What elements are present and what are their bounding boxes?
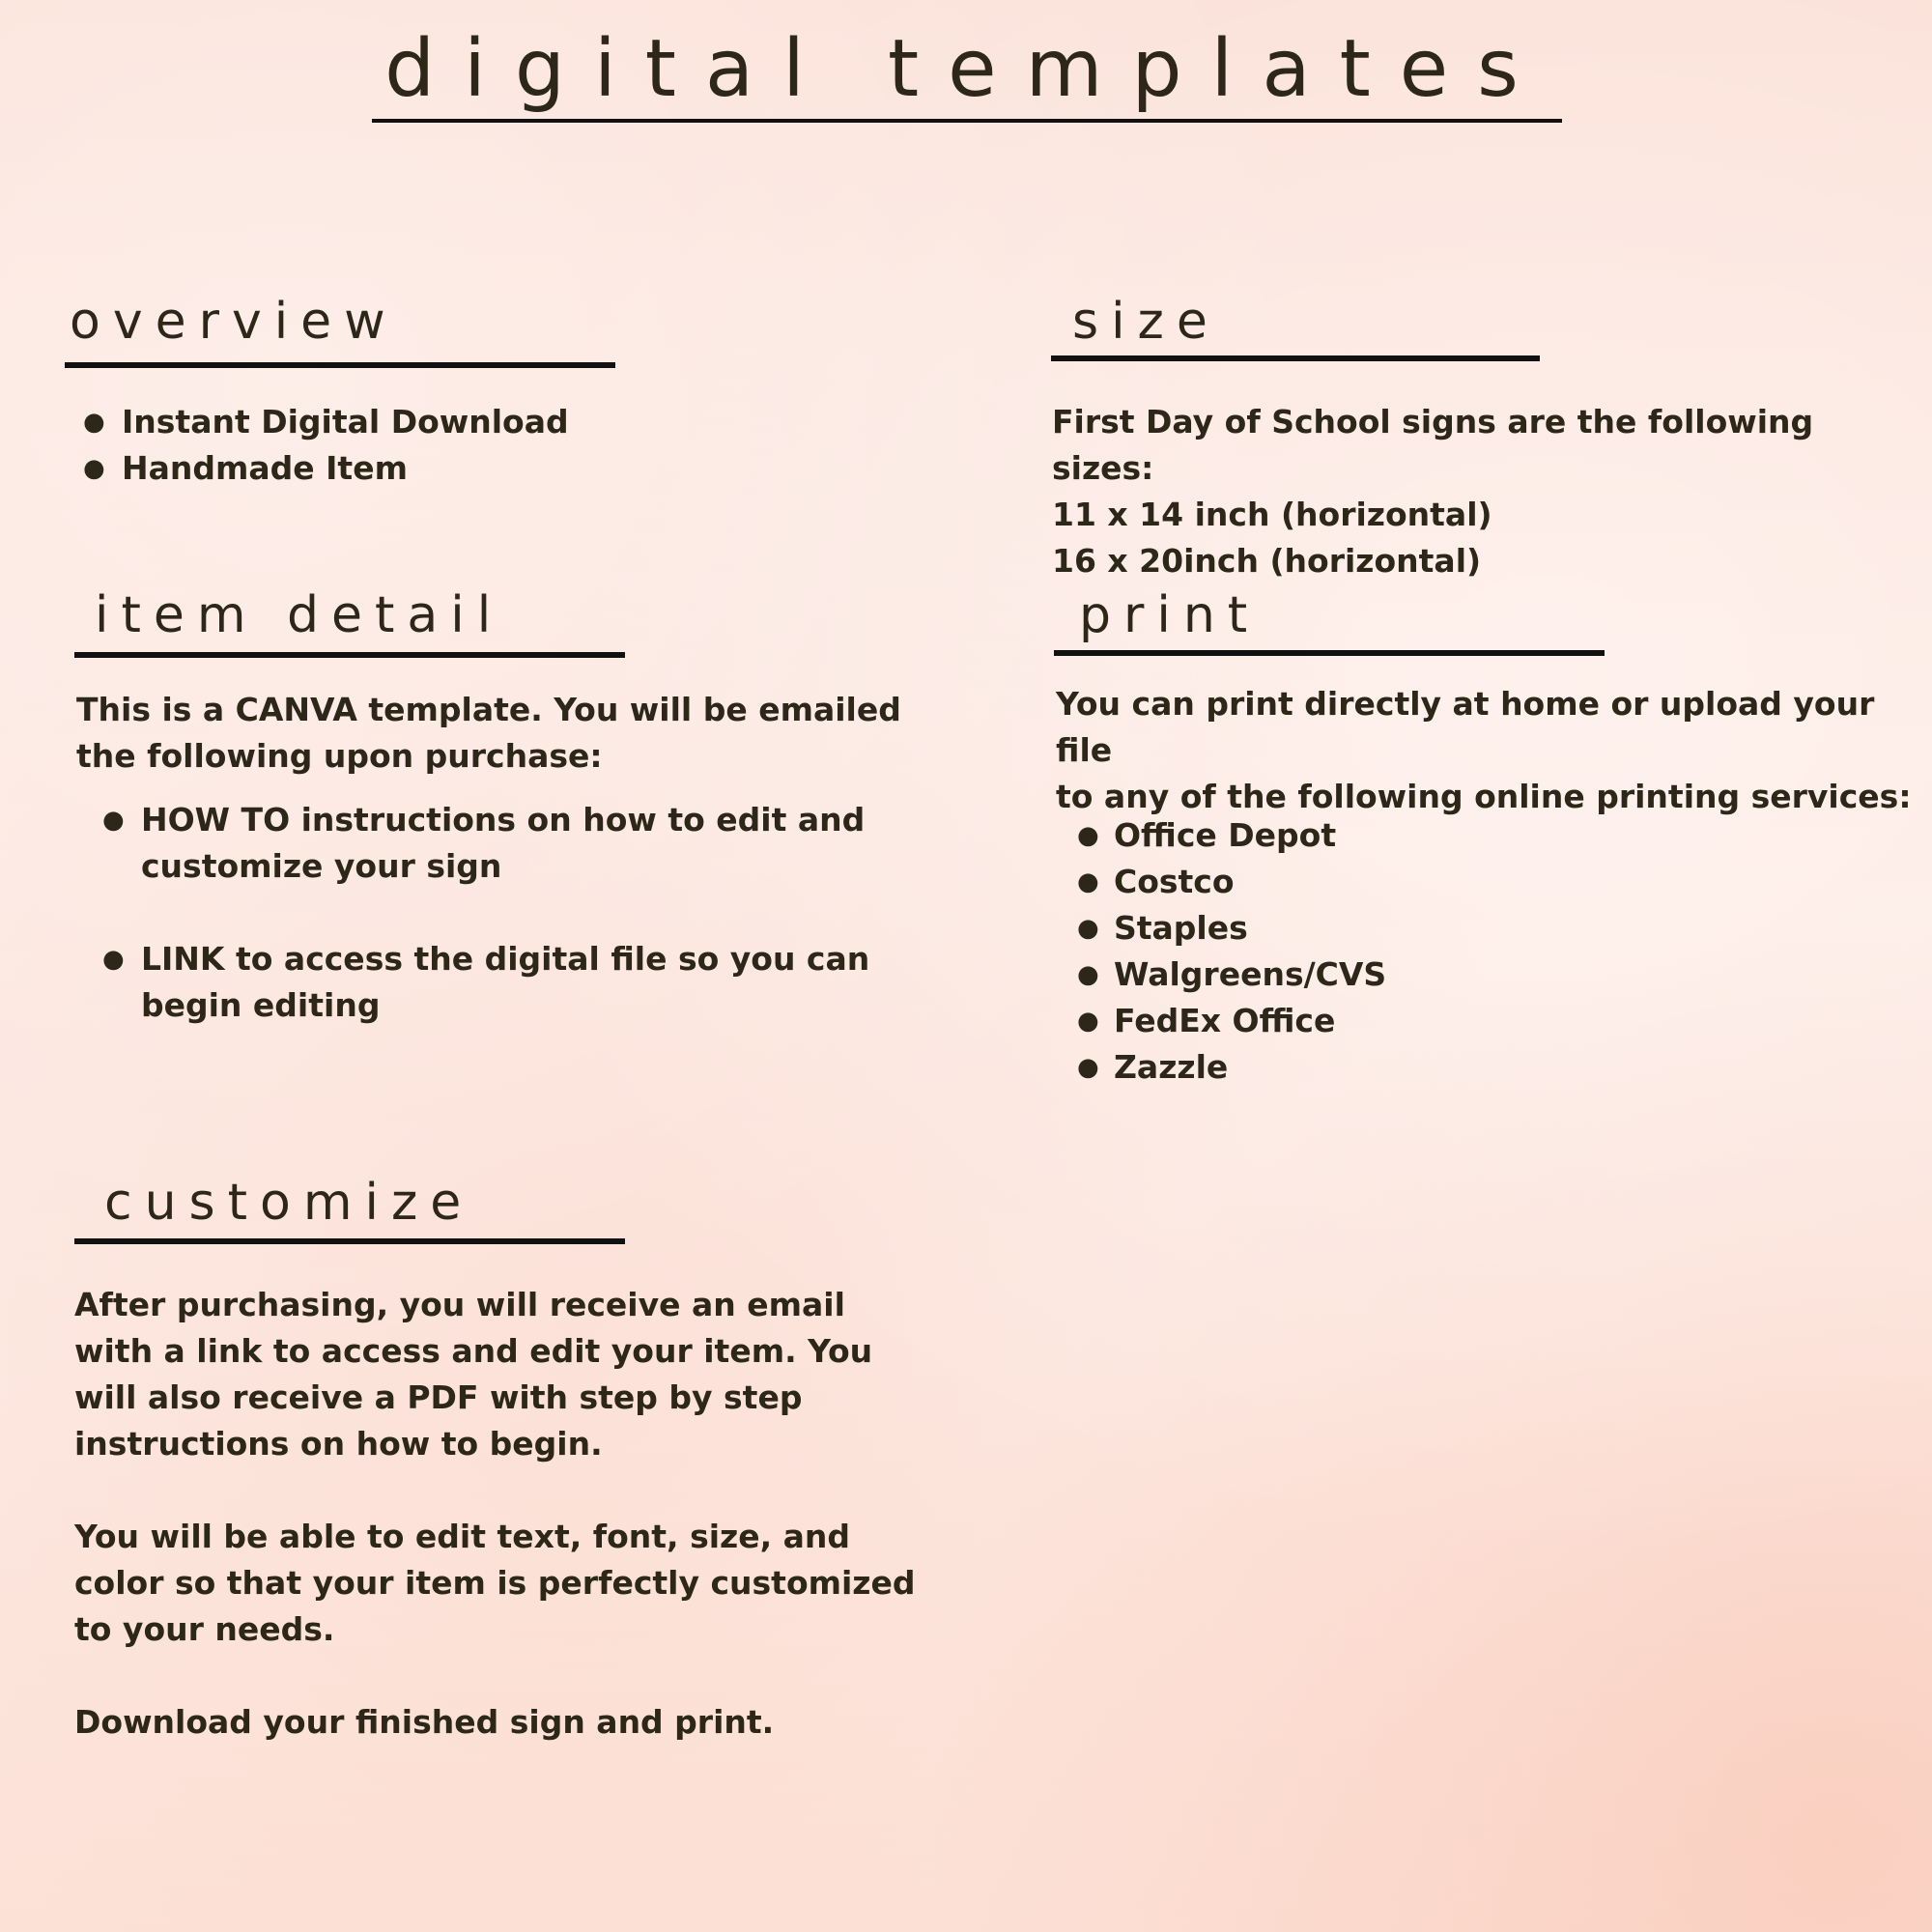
- print-heading: print: [1079, 586, 1261, 644]
- list-item: [102, 936, 895, 1029]
- page-title: digital templates: [384, 23, 1548, 115]
- item-detail-underline: [74, 652, 625, 658]
- print-intro-line: You can print directly at home or upload your file: [1056, 685, 1875, 769]
- item-detail-heading: item detail: [95, 586, 504, 644]
- list-item: [83, 399, 759, 445]
- bullet-icon: ●: [1077, 821, 1099, 850]
- bullet-icon: ●: [83, 454, 105, 483]
- service-name: Costco: [1114, 863, 1235, 900]
- list-item: [1077, 998, 1753, 1044]
- print-intro-line: to any of the following online printing services:: [1056, 778, 1912, 815]
- item-detail-intro: [76, 687, 907, 780]
- customize-underline: [74, 1238, 625, 1244]
- size-line: First Day of School signs are the following sizes:: [1052, 403, 1814, 487]
- title-underline: [372, 119, 1562, 123]
- bullet-icon: ●: [102, 945, 125, 974]
- service-name: Walgreens/CVS: [1114, 955, 1387, 993]
- list-item: [1077, 1044, 1753, 1091]
- customize-line: color so that your item is perfectly customized: [74, 1564, 916, 1602]
- customize-heading: customize: [104, 1174, 474, 1232]
- customize-line: to your needs.: [74, 1610, 335, 1648]
- customize-line: Download your finished sign and print.: [74, 1703, 775, 1741]
- bullet-icon: ●: [1077, 1053, 1099, 1082]
- list-item: [1077, 952, 1753, 998]
- service-name: FedEx Office: [1114, 1002, 1336, 1039]
- size-text: [1052, 399, 1921, 584]
- list-item-text: LINK to access the digital file so you can: [141, 940, 870, 978]
- bullet-icon: ●: [1077, 1007, 1099, 1036]
- list-item-text: Instant Digital Download: [122, 403, 569, 440]
- list-item-text: customize your sign: [141, 847, 502, 885]
- bullet-icon: ●: [1077, 867, 1099, 896]
- bullet-icon: ●: [1077, 914, 1099, 943]
- size-underline: [1051, 355, 1540, 361]
- print-underline: [1054, 650, 1605, 656]
- print-intro: [1056, 681, 1925, 820]
- customize-line: will also receive a PDF with step by step: [74, 1378, 803, 1416]
- customize-line: You will be able to edit text, font, size, and: [74, 1518, 851, 1555]
- item-detail-intro-line: the following upon purchase:: [76, 737, 603, 775]
- paragraph-spacer: [74, 1653, 944, 1699]
- paragraph-spacer: [74, 1467, 944, 1514]
- service-name: Office Depot: [1114, 816, 1337, 854]
- customize-line: with a link to access and edit your item. You: [74, 1332, 873, 1370]
- bullet-icon: ●: [83, 408, 105, 437]
- size-line: 16 x 20inch (horizontal): [1052, 542, 1482, 580]
- customize-text: [74, 1282, 944, 1746]
- size-line: 11 x 14 inch (horizontal): [1052, 496, 1492, 533]
- list-item-text: HOW TO instructions on how to edit and: [141, 801, 866, 838]
- item-detail-list: [102, 797, 895, 1029]
- overview-underline: [65, 362, 615, 368]
- service-name: Staples: [1114, 909, 1248, 947]
- bullet-icon: ●: [102, 806, 125, 835]
- list-item: [1077, 859, 1753, 905]
- overview-heading: overview: [70, 293, 398, 351]
- size-heading: size: [1072, 293, 1220, 351]
- bullet-icon: ●: [1077, 960, 1099, 989]
- service-name: Zazzle: [1114, 1048, 1229, 1086]
- list-item: [1077, 905, 1753, 952]
- list-item: [102, 797, 895, 890]
- overview-list: [83, 399, 759, 492]
- customize-line: After purchasing, you will receive an email: [74, 1286, 845, 1323]
- list-item: [83, 445, 759, 492]
- item-detail-intro-line: This is a CANVA template. You will be emailed: [76, 691, 901, 728]
- print-services-list: [1077, 812, 1753, 1091]
- list-item: [1077, 812, 1753, 859]
- customize-line: instructions on how to begin.: [74, 1425, 603, 1463]
- list-item-text: Handmade Item: [122, 449, 408, 487]
- list-item-text: begin editing: [141, 986, 381, 1024]
